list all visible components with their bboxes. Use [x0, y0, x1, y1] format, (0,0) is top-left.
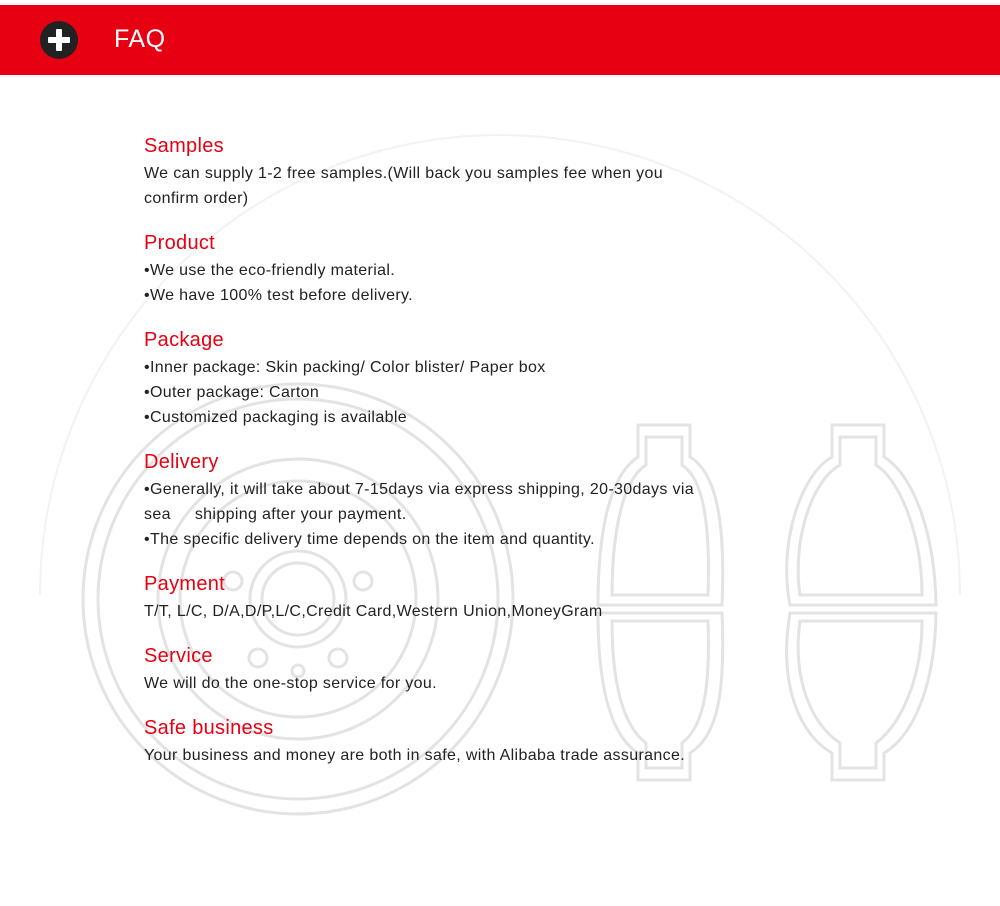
- section-line: Your business and money are both in safe, with Alibaba trade assurance.: [144, 747, 686, 764]
- section-line: •Customized packaging is available: [144, 409, 407, 426]
- faq-section-product: [144, 232, 784, 308]
- faq-list: [144, 135, 784, 789]
- faq-section-samples: [144, 135, 784, 211]
- section-line: •Generally, it will take about 7-15days via express shipping, 20-30days via: [144, 481, 695, 498]
- section-line: •We have 100% test before delivery.: [144, 287, 413, 304]
- section-line: We can supply 1-2 free samples.(Will back you samples fee when you: [144, 165, 664, 182]
- section-line: •Inner package: Skin packing/ Color blister/ Paper box: [144, 359, 546, 376]
- section-title: Product: [144, 232, 216, 254]
- section-title: Service: [144, 645, 213, 667]
- section-title: Delivery: [144, 451, 219, 473]
- faq-section-delivery: [144, 451, 784, 552]
- header-title: FAQ: [114, 25, 166, 53]
- section-line: •We use the eco-friendly material.: [144, 262, 396, 279]
- section-title: Safe business: [144, 717, 274, 739]
- section-line: We will do the one-stop service for you.: [144, 675, 437, 692]
- section-line: •The specific delivery time depends on the item and quantity.: [144, 531, 595, 548]
- section-line: confirm order): [144, 190, 249, 207]
- faq-section-safe-business: [144, 717, 784, 768]
- section-title: Samples: [144, 135, 224, 157]
- section-line: •Outer package: Carton: [144, 384, 320, 401]
- plus-icon: [40, 21, 78, 59]
- section-title: Package: [144, 329, 224, 351]
- faq-header: [0, 5, 1000, 75]
- faq-section-service: [144, 645, 784, 696]
- section-line: sea shipping after your payment.: [144, 506, 407, 523]
- section-line: T/T, L/C, D/A,D/P,L/C,Credit Card,Western Union,MoneyGram: [144, 603, 603, 620]
- faq-section-package: [144, 329, 784, 430]
- faq-section-payment: [144, 573, 784, 624]
- section-title: Payment: [144, 573, 226, 595]
